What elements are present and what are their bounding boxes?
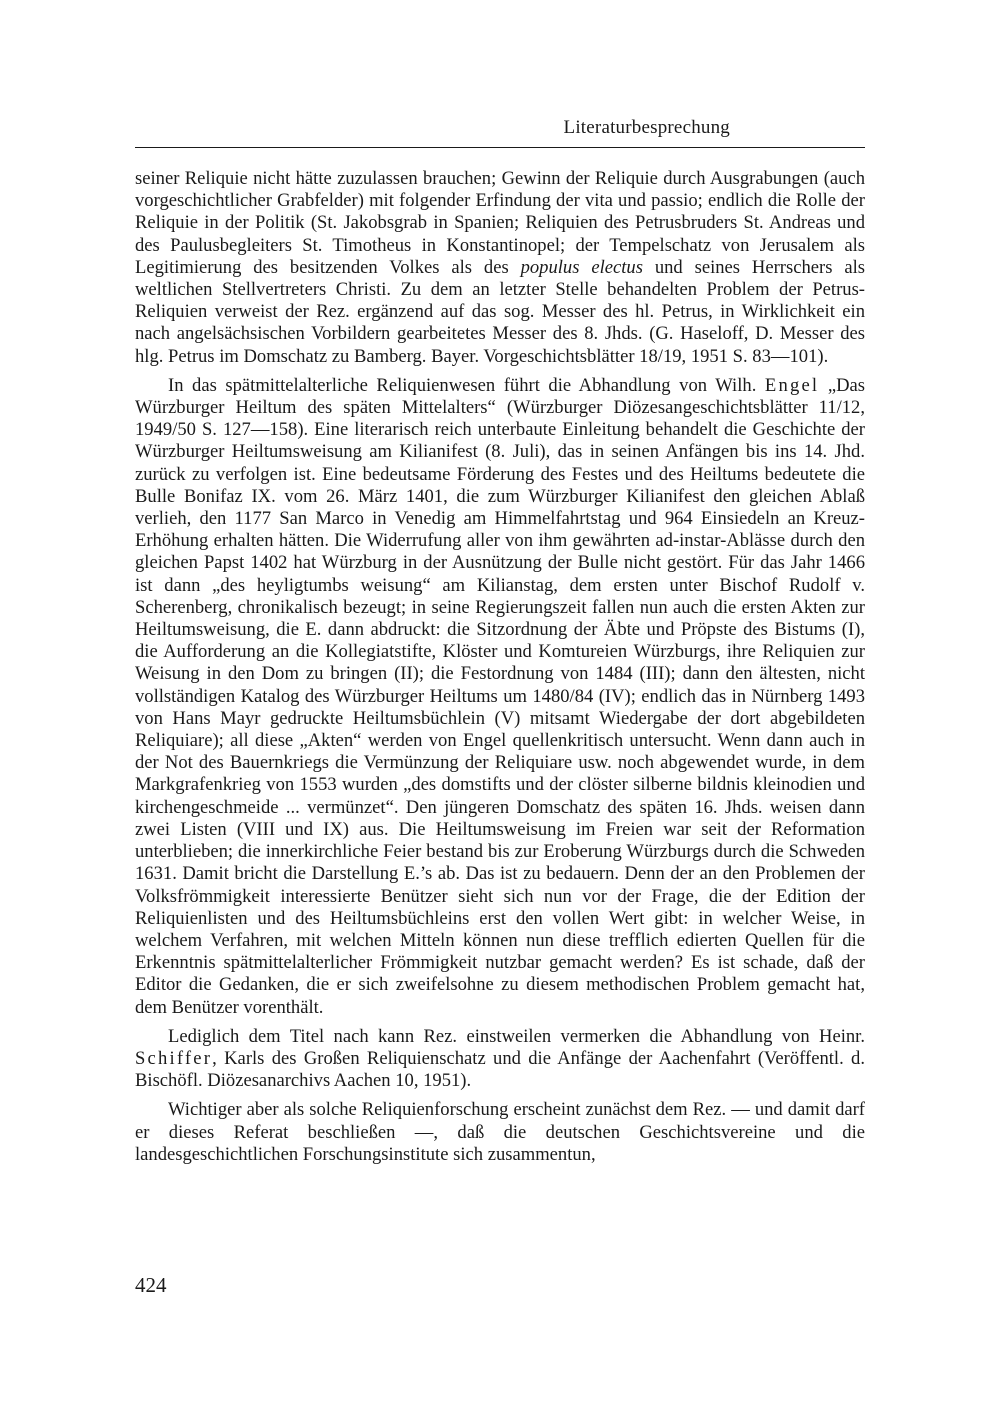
paragraph-engel [135,375,865,1019]
emphasis-latin: populus electus [520,256,643,278]
author-name: Schiffer [135,1047,213,1069]
body-text [135,168,865,1166]
page-number: 424 [135,1273,167,1297]
paragraph-text: In das spätmittelalterliche Reliquienwesen führt die Abhandlung von Wilh. [168,374,765,396]
running-head [135,117,865,139]
paragraph-conclusion [135,1099,865,1166]
paragraph-text: und seines Herrschers als weltlichen Stellvertreters Christi. Zu dem an letzter Stelle behandelten Problem der Petrus-Reliquien verweist der Rez. ergänzend auf das sog. Messer des hl. Petrus, in Wirklichkeit ein nach angelsächsischen Vorbildern gearbeitetes Messer des 8. Jhds. (G. Haseloff, D. Messer des hlg. Petrus im Domschatz zu Bamberg. Bayer. Vorgeschichtsblätter 18/19, 1951 S. 83—101). [135,256,865,367]
paragraph-text: „Das Würzburger Heiltum des späten Mittelalters“ (Würzburger Diözesangeschichtsblätter 11/12, 1949/50 S. 127—158). Eine literarisch reich unterbaute Einleitung behandelt die Geschichte der Würzburger Heiltumsweisung am Kilianifest (8. Juli), das in seinen Anfängen bis ins 14. Jhd. zurück zu verfolgen ist. Eine bedeutsame Förderung des Festes und des Heiltums bedeutete die Bulle Bonifaz IX. vom 26. März 1401, die zum Würzburger Kilianifest den gleichen Ablaß verlieh, den 1177 San Marco in Venedig am Himmelfahrtstag und 964 Einsiedeln an Kreuz-Erhöhung erhalten hätten. Die Widerrufung aller von ihm gewährten ad-instar-Ablässe durch den gleichen Papst 1402 hat Würzburg in der Ausnützung der Bulle nicht gestört. Für das Jahr 1466 ist dann „des heyligtumbs weisung“ am Kilianstag, dem ersten unter Bischof Rudolf v. Scherenberg, chronikalisch bezeugt; in seine Regierungszeit fallen nun auch die ersten Akten zur Heiltumsweisung, die E. dann abdruckt: die Sitzordnung der Äbte und Pröpste des Bistums (I), die Aufforderung an die Kollegiatstifte, Klöster und Komtureien Würzburgs, ihre Reliquien zur Weisung in den Dom zu bringen (II); die Festordnung von 1484 (III); dann den ältesten, nicht vollständigen Katalog des Würzburger Heiltums um 1480/84 (IV); endlich das in Nürnberg 1493 von Hans Mayr gedruckte Heiltumsbüchlein (V) mitsamt Wiedergabe der dort abgebildeten Reliquiare); all diese „Akten“ werden von Engel quellenkritisch untersucht. Wenn dann auch in der Not des Bauernkriegs die Vermünzung der Reliquiare usw. noch abgewendet wurde, in dem Markgrafenkrieg von 1553 wurden „des domstifts und der clöster silberne bildnis kleinodien und kirchengeschmeide ... vermünzet“. Den jüngeren Domschatz des späten 16. Jhds. weisen dann zwei Listen (VIII und IX) aus. Die Heiltumsweisung im Freien war seit der Reformation unterblieben; die innerkirchliche Feier bestand bis zur Eroberung Würzburgs durch die Schweden 1631. Damit bricht die Darstellung E.’s ab. Das ist zu bedauern. Denn der an den Problemen der Volksfrömmigkeit interessierte Benützer sieht sich nun vor der Frage, die der Edition der Reliquienlisten und des Heiltumsbüchleins erst den vollen Wert gibt: in welcher Weise, in welchem Verfahren, mit welchen Mitteln können nun diese trefflich edierten Quellen für die Erkenntnis spätmittelalterlicher Frömmigkeit nutzbar gemacht werden? Es ist schade, daß der Editor die Gedanken, die er sich zweifelsohne zu diesem methodischen Problem gemacht hat, dem Benützer vorenthält. [135,374,865,1018]
paragraph-text: , Karls des Großen Reliquienschatz und die Anfänge der Aachenfahrt (Veröffentl. d. Bischöfl. Diözesanarchivs Aachen 10, 1951). [135,1047,865,1092]
paragraph-continuation [135,168,865,368]
author-name: Engel [764,374,820,396]
paragraph-text: seiner Reliquie nicht hätte zuzulassen brauchen; Gewinn der Reliquie durch Ausgrabungen (auch vorgeschichtlicher Grabfelder) mit folgender Erfindung der vita und passio; endlich die Rolle der Reliquie in der Politik (St. Jakobsgrab in Spanien; Reliquien des Petrusbruders St. Andreas und des Paulusbegleiters St. Timotheus in Konstantinopel; der Tempelschatz von Jerusalem als Legitimierung des besitzenden Volkes als des [135,168,865,278]
running-head-title: Literaturbesprechung [563,117,730,138]
paragraph-text: Lediglich dem Titel nach kann Rez. einstweilen vermerken die Abhandlung von Heinr. [168,1025,865,1047]
paragraph-text: Wichtiger aber als solche Reliquienforschung erscheint zunächst dem Rez. — und damit darf er dieses Referat beschließen —, daß die deutschen Geschichtsvereine und die landesgeschichtlichen Forschungsinstitute sich zusammentun, [135,1099,865,1165]
header-rule [135,147,865,148]
paragraph-schiffer [135,1026,865,1093]
document-page [135,0,865,1419]
